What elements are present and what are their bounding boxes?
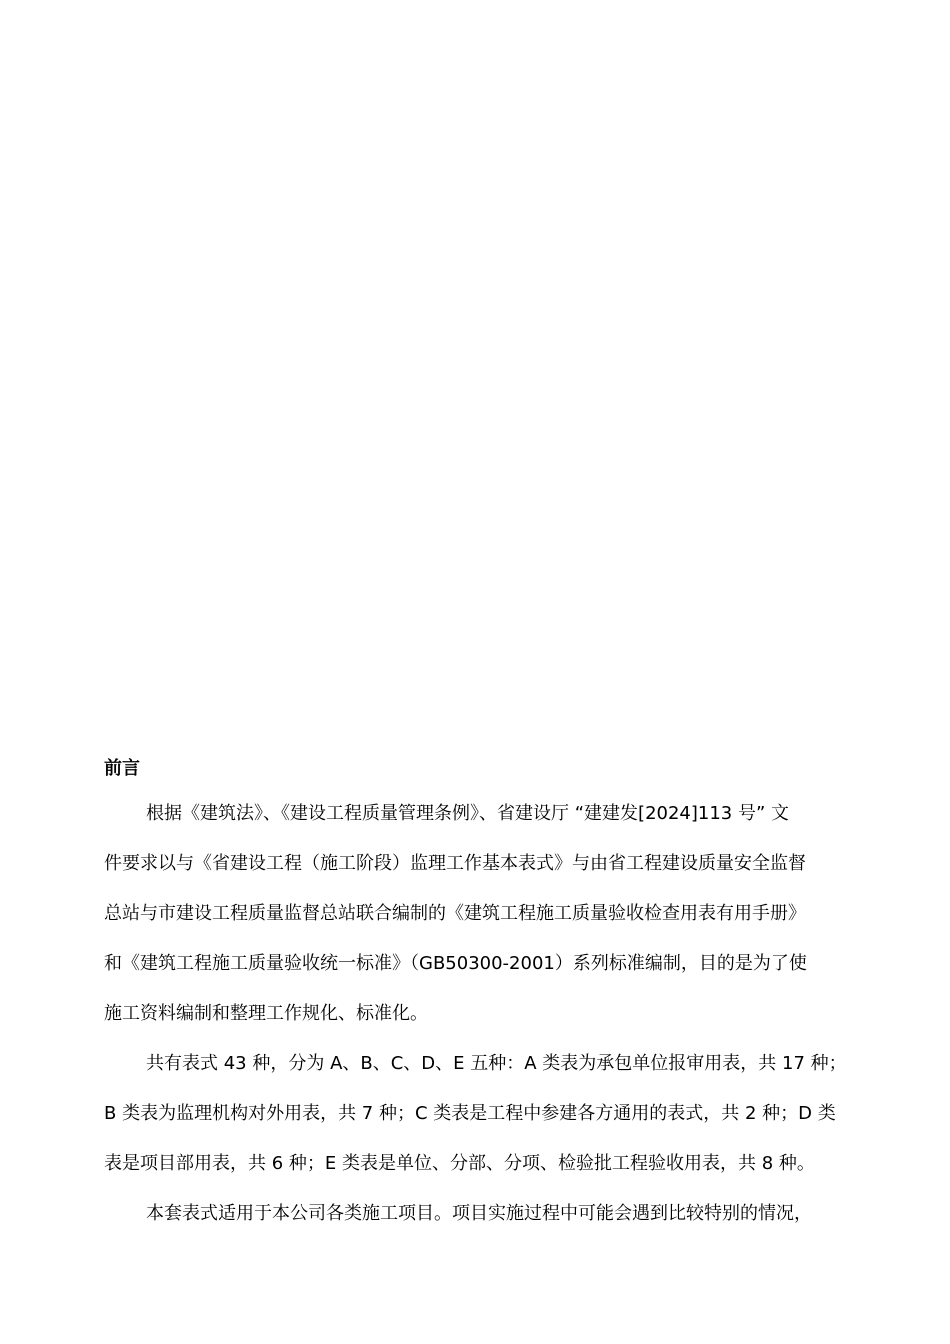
paragraph-1 [104,789,884,1039]
paragraph-3 [104,1189,884,1239]
paragraph-2 [104,1039,884,1189]
paragraph-line: 总站与市建设工程质量监督总站联合编制的《建筑工程施工质量验收检查用表有用手册》 [104,903,806,924]
paragraph-line: 施工资料编制和整理工作规化、标准化。 [104,1003,428,1024]
paragraph-line: 件要求以与《省建设工程（施工阶段）监理工作基本表式》与由省工程建设质量安全监督 [104,853,806,874]
paragraph-line: 共有表式 43 种，分为 A、B、C、D、E 五种：A 类表为承包单位报审用表，共 17 种； [146,1053,847,1074]
section-heading: 前言 [104,758,140,779]
paragraph-line: 本套表式适用于本公司各类施工项目。项目实施过程中可能会遇到比较特别的情况， [146,1203,812,1224]
document-body [104,754,884,1239]
paragraph-line: 表是项目部用表，共 6 种；E 类表是单位、分部、分项、检验批工程验收用表，共 8 种。 [104,1153,815,1174]
paragraph-line: 根据《建筑法》、《建设工程质量管理条例》、省建设厅 “建建发[2024]113 号” 文 [146,803,790,824]
paragraph-line: 和《建筑工程施工质量验收统一标准》（GB50300-2001）系列标准编制，目的是为了使 [104,953,807,974]
paragraph-line: B 类表为监理机构对外用表，共 7 种；C 类表是工程中参建各方通用的表式，共 2 种；D 类 [104,1103,836,1124]
